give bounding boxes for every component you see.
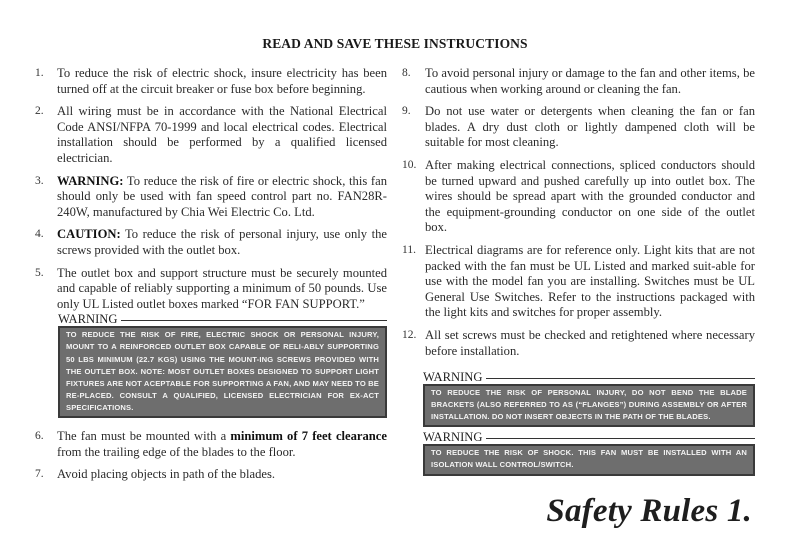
- item-number: 6.: [35, 429, 44, 442]
- warning-label: WARNING: [423, 430, 483, 445]
- item-text: The fan must be mounted with a: [57, 428, 231, 443]
- list-item: [403, 158, 755, 236]
- item-text: To reduce the risk of personal injury, use only the screws provided with the outlet box.: [57, 227, 387, 257]
- warning-rule: [486, 378, 755, 379]
- item-number: 9.: [402, 105, 411, 118]
- item-bold-text: minimum of 7 feet clearance: [230, 428, 387, 443]
- item-text: Electrical diagrams are for reference only. Light kits that are not packed with the fan must be UL Listed and marked suit-able for use with the model fan you are installing. Switches must be UL General Use Switches. Refer to the instructions packaged with the light kits and switches for proper assembly.: [425, 242, 755, 320]
- item-number: 8.: [402, 67, 411, 79]
- item-text: Avoid placing objects in path of the blades.: [57, 467, 276, 482]
- warning-block: [423, 431, 755, 475]
- warning-box: TO REDUCE THE RISK OF SHOCK. THIS FAN MUST BE INSTALLED WITH AN ISOLATION WALL CONTROL/SWITCH.: [423, 444, 755, 475]
- warning-box: TO REDUCE THE RISK OF PERSONAL INJURY, DO NOT BEND THE BLADE BRACKETS (ALSO REFERRED TO AS (“FLANGES”) DURING ASSEMBLY OR AFTER INSTALLATION. DO NOT INSERT OBJECTS IN THE PATH OF THE BLADES.: [423, 384, 755, 427]
- item-text: Do not use water or detergents when cleaning the fan or fan blades. A dry dust cloth or lightly dampened cloth will be suitable for most cleaning.: [425, 104, 755, 150]
- item-bold-label: WARNING:: [57, 173, 124, 188]
- item-text: from the trailing edge of the blades to the floor.: [57, 444, 296, 459]
- item-text: To reduce the risk of fire or electric shock, this fan should only be used with fan speed control part no. FAN28R-240W, manufactured by Chia Wei Electric Co. Ltd.: [57, 173, 387, 219]
- list-item: [35, 227, 387, 258]
- item-number: 4.: [35, 228, 44, 241]
- item-number: 1.: [35, 67, 44, 79]
- item-text: To avoid personal injury or damage to the fan and other items, be cautious when working around or cleaning the fan.: [425, 66, 755, 96]
- warning-header: [58, 313, 387, 326]
- item-bold-label: CAUTION:: [57, 227, 121, 242]
- right-column: [403, 66, 755, 476]
- warning-header: [423, 431, 755, 444]
- warning-block: [423, 371, 755, 427]
- list-item: [35, 467, 387, 483]
- section-title: Safety Rules 1.: [546, 493, 752, 529]
- item-number: 7.: [35, 468, 44, 481]
- warning-block: [58, 313, 387, 418]
- item-number: 3.: [35, 174, 44, 187]
- list-item: [35, 266, 387, 313]
- list-item: [403, 66, 755, 97]
- item-text: After making electrical connections, spliced conductors should be turned upward and pushed carefully up into outlet box. The wires should be spread apart with the grounded conductor and the equipment-grounding conductor on one side of the outlet box.: [425, 157, 755, 235]
- warning-header: [423, 371, 755, 384]
- item-number: 11.: [402, 243, 416, 256]
- list-item: [35, 174, 387, 221]
- page-title: READ AND SAVE THESE INSTRUCTIONS: [262, 36, 528, 51]
- list-item: [403, 328, 755, 359]
- list-item: [403, 243, 755, 321]
- item-number: 5.: [35, 266, 44, 279]
- warning-label: WARNING: [58, 312, 118, 327]
- item-number: 2.: [35, 105, 44, 118]
- item-text: The outlet box and support structure must be securely mounted and capable of reliably supporting a minimum of 50 pounds. Use only UL Listed outlet boxes marked “FOR FAN SUPPORT.”: [57, 265, 387, 311]
- left-column: [35, 66, 387, 490]
- item-number: 10.: [402, 158, 417, 171]
- warning-rule: [121, 320, 387, 321]
- item-text: All wiring must be in accordance with the National Electrical Code ANSI/NFPA 70-1999 and local electrical codes. Electrical installation should be performed by a qualified licensed electrician.: [57, 104, 387, 165]
- warning-rule: [486, 438, 755, 439]
- item-text: To reduce the risk of electric shock, insure electricity has been turned off at the circuit breaker or fuse box before beginning.: [57, 66, 387, 96]
- item-text: All set screws must be checked and retightened where necessary before installation.: [425, 327, 755, 358]
- list-item: [35, 66, 387, 97]
- list-item: [35, 429, 387, 460]
- item-number: 12.: [402, 328, 417, 341]
- warning-label: WARNING: [423, 370, 483, 385]
- list-item: [35, 104, 387, 166]
- warning-box: TO REDUCE THE RISK OF FIRE, ELECTRIC SHOCK OR PERSONAL INJURY, MOUNT TO A REINFORCED OUTLET BOX CAPABLE OF RELI-ABLY SUPPORTING 50 LBS MINIMUM (22.7 KGS) USING THE MOUNT-ING SCREWS PROVIDED WITH THE OUTLET BOX. NOTE: MOST OUTLET BOXES DESIGNED TO SUPPORT LIGHT FIXTURES ARE NOT ACEPTABLE FOR SUPPORTING A FAN, AND MAY NEED TO BE RE-PLACED. CONSULT A QUALIFIED, LICENSED ELECTRICIAN FOR EX-ACT SPECIFICATIONS.: [58, 326, 387, 418]
- list-item: [403, 104, 755, 151]
